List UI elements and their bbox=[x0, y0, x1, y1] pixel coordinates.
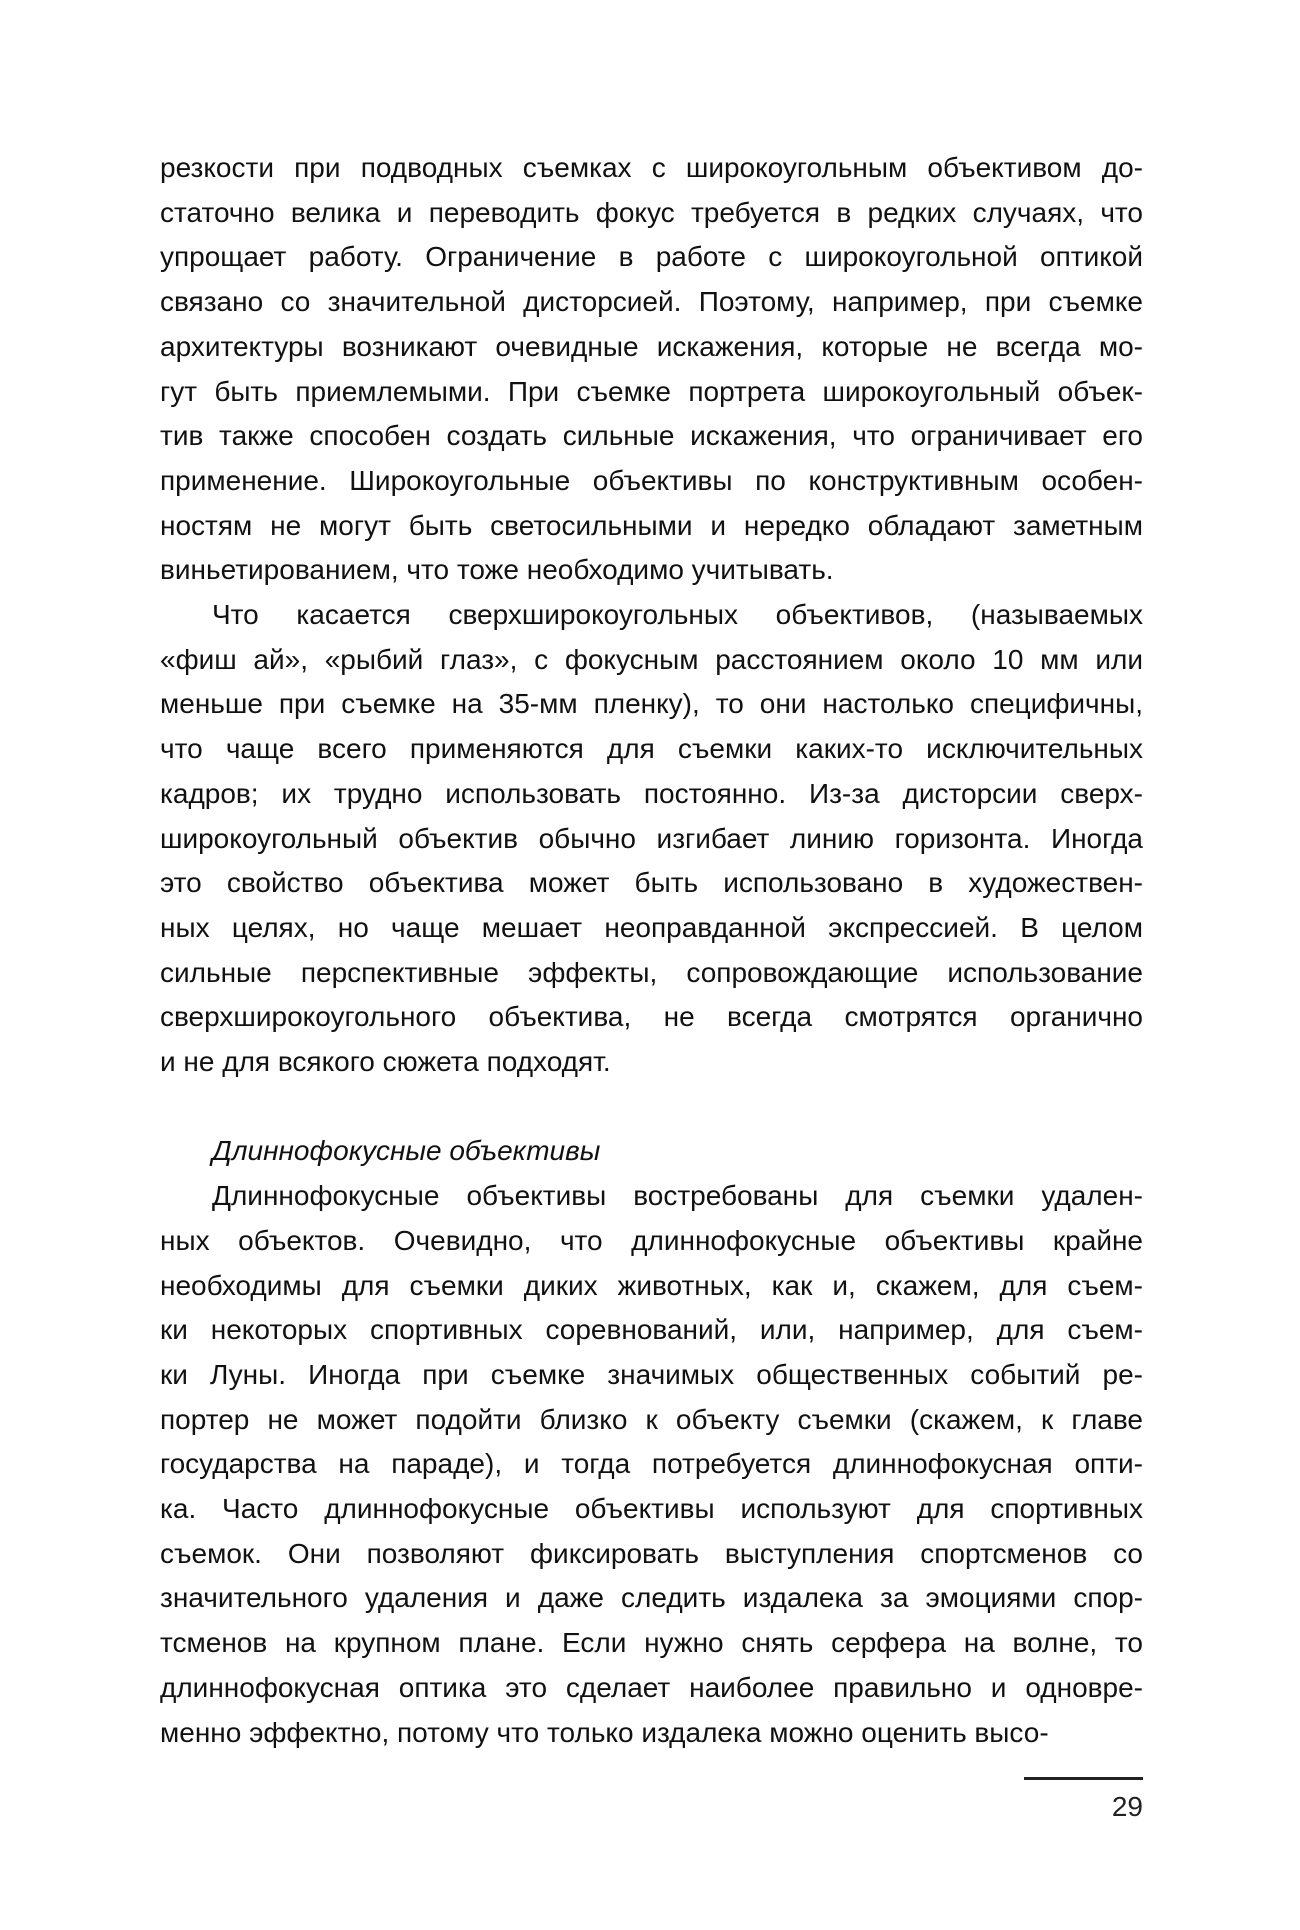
footer-rule bbox=[1024, 1777, 1143, 1780]
text-line: связано со значительной дисторсией. Поэтому, например, при съемке bbox=[160, 286, 1143, 318]
text-line: тсменов на крупном плане. Если нужно снять серфера на волне, то bbox=[160, 1627, 1143, 1659]
text-line: значительного удаления и даже следить издалека за эмоциями спор- bbox=[160, 1582, 1143, 1614]
text-line: ных объектов. Очевидно, что длиннофокусные объективы крайне bbox=[160, 1224, 1143, 1256]
text-line: сильные перспективные эффекты, сопровождающие использование bbox=[160, 956, 1143, 988]
text-line: ки некоторых спортивных соревнований, или, например, для съем- bbox=[160, 1314, 1143, 1346]
text-line: длиннофокусная оптика это сделает наиболее правильно и одновре- bbox=[160, 1671, 1143, 1703]
text-line: упрощает работу. Ограничение в работе с широкоугольной оптикой bbox=[160, 241, 1143, 273]
text-line: «фиш ай», «рыбий глаз», с фокусным расстоянием около 10 мм или bbox=[160, 643, 1143, 675]
text-line: это свойство объектива может быть использовано в художествен- bbox=[160, 867, 1143, 899]
section-heading: Длиннофокусные объективы bbox=[212, 1135, 601, 1167]
text-line: тив также способен создать сильные искажения, что ограничивает его bbox=[160, 420, 1143, 452]
text-line: государства на параде), и тогда потребуется длиннофокусная опти- bbox=[160, 1448, 1143, 1480]
text-line: ностям не могут быть светосильными и нередко обладают заметным bbox=[160, 509, 1143, 541]
text-line: съемок. Они позволяют фиксировать выступления спортсменов со bbox=[160, 1537, 1143, 1569]
text-line: и не для всякого сюжета подходят. bbox=[160, 1046, 611, 1077]
text-line: виньетированием, что тоже необходимо учитывать. bbox=[160, 554, 834, 586]
text-line: сверхширокоугольного объектива, не всегда смотрятся органично bbox=[160, 1001, 1143, 1033]
text-line: архитектуры возникают очевидные искажения, которые не всегда мо- bbox=[160, 330, 1143, 362]
text-line: необходимы для съемки диких животных, как и, скажем, для съем- bbox=[160, 1269, 1143, 1301]
text-line: портер не может подойти близко к объекту съемки (скажем, к главе bbox=[160, 1403, 1143, 1435]
text-line: что чаще всего применяются для съемки каких-то исключительных bbox=[160, 733, 1143, 765]
text-line: Что касается сверхширокоугольных объективов, (называемых bbox=[212, 599, 1143, 630]
text-line: широкоугольный объектив обычно изгибает линию горизонта. Иногда bbox=[160, 822, 1143, 854]
page-number: 29 bbox=[1111, 1791, 1143, 1822]
text-line: Длиннофокусные объективы востребованы для съемки удален- bbox=[212, 1180, 1143, 1212]
text-line: применение. Широкоугольные объективы по конструктивным особен- bbox=[160, 464, 1143, 496]
text-line: кадров; их трудно использовать постоянно. Из-за дисторсии сверх- bbox=[160, 777, 1143, 809]
text-line: ки Луны. Иногда при съемке значимых общественных событий ре- bbox=[160, 1358, 1143, 1390]
text-line: статочно велика и переводить фокус требуется в редких случаях, что bbox=[160, 196, 1143, 228]
text-line: резкости при подводных съемках с широкоугольным объективом до- bbox=[160, 152, 1143, 183]
text-line: менно эффектно, потому что только издалека можно оценить высо- bbox=[160, 1716, 1049, 1748]
text-line: гут быть приемлемыми. При съемке портрета широкоугольный объек- bbox=[160, 375, 1143, 407]
text-line: ка. Часто длиннофокусные объективы используют для спортивных bbox=[160, 1493, 1143, 1524]
text-line: меньше при съемке на 35-мм пленку), то они настолько специфичны, bbox=[160, 688, 1143, 720]
text-line: ных целях, но чаще мешает неоправданной экспрессией. В целом bbox=[160, 911, 1143, 943]
